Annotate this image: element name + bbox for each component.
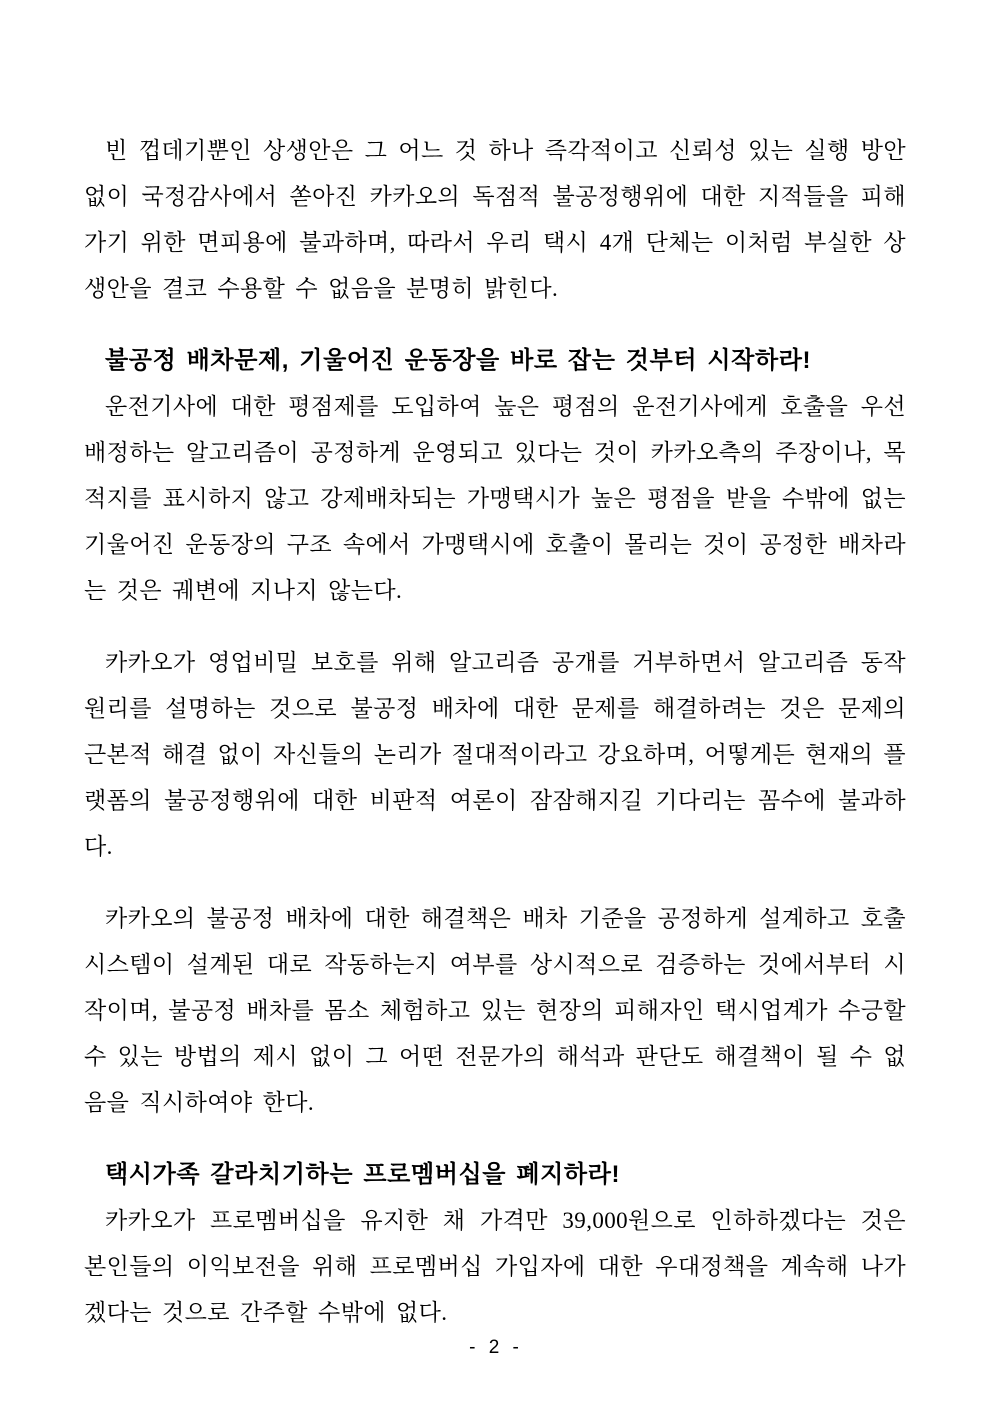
paragraph-algorithm-secrecy: 카카오가 영업비밀 보호를 위해 알고리즘 공개를 거부하면서 알고리즘 동작 원리를 설명하는 것으로 불공정 배차에 대한 문제를 해결하려는 것은 문제의 근본적 해결 없이 자신들의 논리가 절대적이라고 강요하며, 어떻게든 현재의 플랫폼의 불공정행위에 대한 비판적 여론이 잠잠해지길 기다리는 꼼수에 불과하다. [84,650,906,859]
section-heading-pro-membership: 택시가족 갈라치기하는 프로멤버십을 폐지하라! [105,1161,621,1188]
paragraph-spacer [84,1126,906,1152]
paragraph-pro-membership: 카카오가 프로멤버십을 유지한 채 가격만 39,000원으로 인하하겠다는 것은 본인들의 이익보전을 위해 프로멤버십 가입자에 대한 우대정책을 계속해 나가겠다는 것으로 간주할 수밖에 없다. [84,1208,906,1325]
page-number: - 2 - [469,1337,523,1358]
paragraph-intro: 빈 껍데기뿐인 상생안은 그 어느 것 하나 즉각적이고 신뢰성 있는 실행 방안 없이 국정감사에서 쏟아진 카카오의 독점적 불공정행위에 대한 지적들을 피해 가기 위한 면피용에 불과하며, 따라서 우리 택시 4개 단체는 이처럼 부실한 상생안을 결코 수용할 수 없음을 분명히 밝힌다. [84,138,906,301]
section-heading-unfair-dispatch: 불공정 배차문제, 기울어진 운동장을 바로 잡는 것부터 시작하라! [105,347,812,374]
paragraph-spacer [84,614,906,640]
paragraph-spacer [84,312,906,338]
paragraph-rating-system: 운전기사에 대한 평점제를 도입하여 높은 평점의 운전기사에게 호출을 우선 배정하는 알고리즘이 공정하게 운영되고 있다는 것이 카카오측의 주장이나, 목적지를 표시하지 않고 강제배차되는 가맹택시가 높은 평점을 받을 수밖에 없는 기울어진 운동장의 구조 속에서 가맹택시에 호출이 몰리는 것이 공정한 배차라는 것은 궤변에 지나지 않는다. [84,394,906,603]
paragraph-spacer [84,870,906,896]
paragraph-dispatch-solution: 카카오의 불공정 배차에 대한 해결책은 배차 기준을 공정하게 설계하고 호출 시스템이 설계된 대로 작동하는지 여부를 상시적으로 검증하는 것에서부터 시작이며, 불공정 배차를 몸소 체험하고 있는 현장의 피해자인 택시업계가 수긍할 수 있는 방법의 제시 없이 그 어떤 전문가의 해석과 판단도 해결책이 될 수 없음을 직시하여야 한다. [84,906,906,1115]
